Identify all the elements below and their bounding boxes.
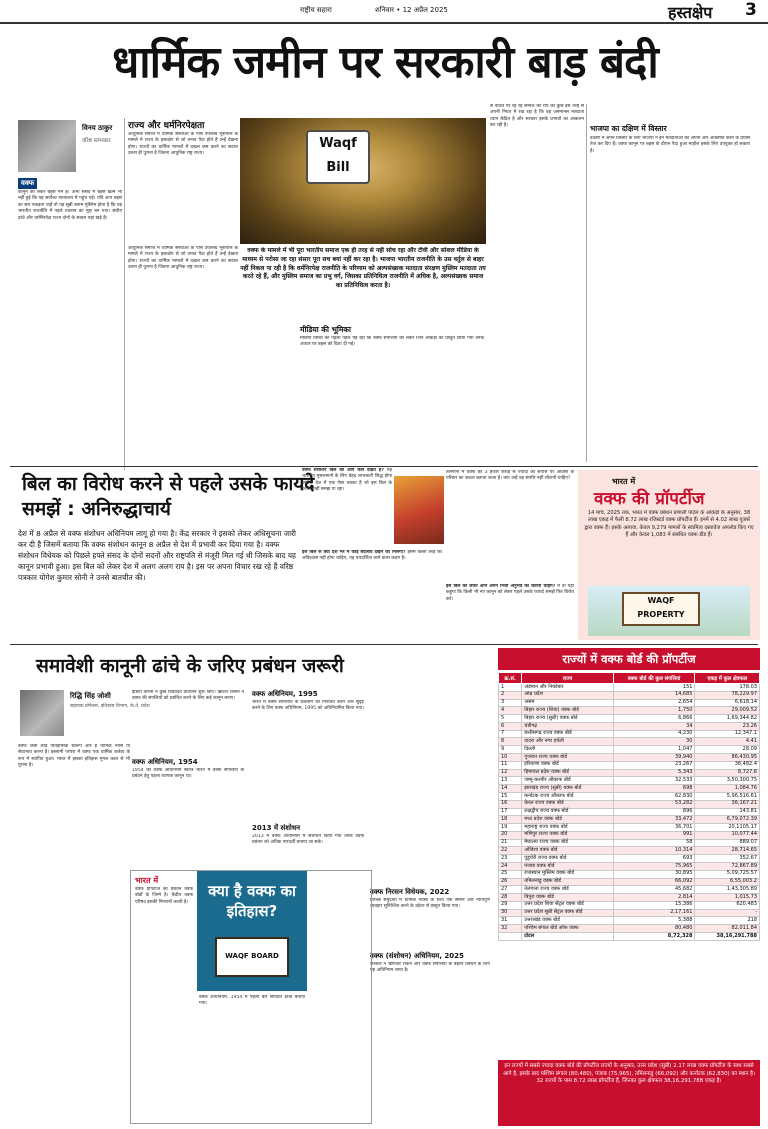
waqf-property-sign: WAQF PROPERTY <box>622 592 700 626</box>
amendment-2013-subhead: 2013 में संशोधन <box>252 824 301 832</box>
table-header-cell: राज्य <box>522 673 613 684</box>
table-cell: 15,386 <box>613 901 695 909</box>
table-cell: 27 <box>499 886 522 894</box>
act-1995-subhead: वक्फ अधिनियम, 1995 <box>252 690 318 698</box>
table-cell: टोटल <box>522 933 613 941</box>
table-cell: 991 <box>613 831 695 839</box>
table-cell: 53,282 <box>613 800 695 808</box>
table-cell: 1,047 <box>613 746 695 754</box>
table-cell: 28,714.65 <box>695 847 760 855</box>
table-cell: 39,940 <box>613 754 695 762</box>
table-cell: 6,55,003.2 <box>695 878 760 886</box>
author2-name: रिद्धि सिंह जोशी <box>70 692 111 700</box>
masthead <box>0 0 768 24</box>
infobox-text: 14 मार्च, 2025 तक, भारत में वक्फ प्रबंधन प्रणाली पोर्टल के आंकड़ों के अनुसार, 38 लाख एकड़ में फैली 8.72 लाख रजिस्टर्ड वक्फ प्रॉपर्टीज हैं। इनमें से 4.02 लाख यूजर्स द्वारा वक्फ हैं। इसके अलावा, केवल 9,279 मामलों के स्वामित्व दस्तावेज अपलोड किए गए हैं और केवल 1,083 में संबंधित वक्फ डीड हैं। <box>584 510 754 539</box>
table-cell: 12,347.1 <box>695 730 760 738</box>
table-cell: 1 <box>499 684 522 692</box>
table-cell: 23 <box>499 855 522 863</box>
table-row <box>499 761 760 769</box>
waqf-state-table <box>498 672 760 941</box>
author2-photo <box>20 690 64 736</box>
table-cell: 178.03 <box>695 684 760 692</box>
repeal-2022-text: विभिन्न समुदायों में धार्मिक न्यासों के साथ एक समान और न्यायपूर्ण व्यवहार सुनिश्चित करने के उद्देश्य से प्रस्तुत किया गया। <box>370 898 490 910</box>
table-cell: 75,965 <box>613 862 695 870</box>
table-cell: 66,092 <box>613 878 695 886</box>
table-cell: 10,314 <box>613 847 695 855</box>
table-row <box>499 738 760 746</box>
table-cell: 86,430.95 <box>695 754 760 762</box>
author-name: विनय ठाकुर <box>82 124 113 132</box>
table-cell: 11 <box>499 761 522 769</box>
page-number: 3 <box>745 0 757 20</box>
pullquote: वक्फ के मामले में भी पूरा भारतीय समाज एक ही तरह से नहीं सोच रहा और टीवी और सोशल मीडिया के माध्यम से परोसा जा रहा संसार पूरा सच बयां नहीं कर रहा है। भाजपा भारतीय राजनीति के उस वर्तुल से बाहर नहीं निकल पा रही है कि धर्मनिरपेक्ष राजनीति के परिणाम को अल्पसंख्यक मतदाता संरक्षण मुस्लिम मतदाता तय करते रहे हैं, और मुस्लिम समाज का प्रभु वर्ग, जिसका प्रतिनिधित्व राजनीति में अधिक है, अल्पसंख्यक समाज का प्रतिनिधित्व करता है। <box>240 247 486 290</box>
table-header-cell: क्र.सं. <box>499 673 522 684</box>
table-cell: 10 <box>499 754 522 762</box>
table-row <box>499 816 760 824</box>
table-row <box>499 847 760 855</box>
table-cell: 19 <box>499 824 522 832</box>
table-row <box>499 933 760 941</box>
what-is-text: वक्फ अधिनियम, 1954 में पहली बार संगठित ढांचा बनाया गया। <box>199 995 305 1007</box>
act-2025-text: सरकार ने भ्रष्टाचार रोकने और वक्फ संपत्तियों के बेहतर प्रबंधन के लिए यह अधिनियम लाया है। <box>370 962 490 974</box>
table-cell: मध्य प्रदेश वक्फ बोर्ड <box>522 816 613 824</box>
table-cell: हरियाणा वक्फ बोर्ड <box>522 761 613 769</box>
table-cell: 1,43,305.89 <box>695 886 760 894</box>
table-cell: 13 <box>499 777 522 785</box>
table-row <box>499 925 760 933</box>
table-cell: 62,830 <box>613 792 695 800</box>
property-illustration <box>588 586 750 636</box>
section-logo: हस्तक्षेप <box>668 3 713 22</box>
table-cell: 31 <box>499 917 522 925</box>
waqf-board-sign: WAQF BOARD <box>215 937 289 977</box>
table-row <box>499 909 760 917</box>
table-cell: 58 <box>613 839 695 847</box>
table-cell: 5,388 <box>613 917 695 925</box>
table-cell: आंध्र प्रदेश <box>522 691 613 699</box>
table-cell: 80,480 <box>613 925 695 933</box>
table-cell: 14,685 <box>613 691 695 699</box>
table-cell: 23.26 <box>695 722 760 730</box>
author-role: वरिष्ठ स्तंभकार <box>82 138 111 144</box>
table-cell: 10,077.44 <box>695 831 760 839</box>
table-row <box>499 800 760 808</box>
table-cell: 33,472 <box>613 816 695 824</box>
table-cell: 1,015.73 <box>695 894 760 902</box>
table-cell: ओडिशा वक्फ बोर्ड <box>522 847 613 855</box>
interview-a3: मैं तो यही कहूंगा कि किसी भी नए कानून को लेकर पहले उसके फायदे समझें फिर विरोध करें। <box>446 584 574 602</box>
table-cell: दादरा और नगर हवेली <box>522 738 613 746</box>
table-cell: 3 <box>499 699 522 707</box>
table-cell: 2 <box>499 691 522 699</box>
table-cell: 889.07 <box>695 839 760 847</box>
history-box-text: वक्फ प्रॉपर्टीज का प्रबंधन वक्फ बोर्डों के जिम्मे है। केंद्रीय वक्फ परिषद इसकी निगरानी करती है। <box>135 887 193 905</box>
article3-col1: वक्फ जैसी तरह ऐतिहासिक स्वरूप और है धार्मिक न्यास या सेवाभाव करना है। इस्लामी परंपरा में वक्फ एक धार्मिक कर्तव्य के रूप में स्थापित हुआ। भारत में इसका इतिहास मुगल काल से भी पुराना है। <box>18 744 130 769</box>
kicker: वक्फ <box>18 178 37 189</box>
act-2025-subhead: वक्फ (संशोधन) अधिनियम, 2025 <box>370 952 464 960</box>
interview-q3: इस बिल को लेकर आप अपने निजी अनुभव को बताना चाहेंगे? <box>446 584 556 589</box>
table-cell: 5,96,516.61 <box>695 792 760 800</box>
aniruddhacharya-photo <box>394 476 444 544</box>
waqf-property-infobox <box>578 470 760 640</box>
table-cell: 151 <box>613 684 695 692</box>
table-cell: गुजरात राज्य वक्फ बोर्ड <box>522 754 613 762</box>
article1-media-text: मीडिया विमर्श की पहली पहल यह रही कि वक्फ संपत्तियों को लेकर जिन आंकड़ों को प्रस्तुत किया गया उनके आधार पर बहस को दिशा दी गई। <box>300 336 484 348</box>
table-cell: बिहार राज्य (शिया) वक्फ बोर्ड <box>522 707 613 715</box>
table-cell: 30,895 <box>613 870 695 878</box>
article1-col4: दक्षिण में अपने विस्तार के लिए भाजपा ने इन मतदाताओं को अपनी ओर आकर्षित करने के प्रयास तेज कर दिए हैं। वक्फ कानून पर बहस के दौरान पैदा हुआ माहौल इसके लिए उपयुक्त हो सकता है। <box>590 136 750 154</box>
table-footnote: इन राज्यों में सबसे ज्यादा वक्फ बोर्ड की प्रॉपर्टीज राज्यों के अनुसार, उत्तर प्रदेश (सुन्नी) 2.17 लाख वक्फ प्रॉपर्टीज के साथ सबसे आगे है, इसके बाद पश्चिम बंगाल (80,480), पंजाब (75,965), तमिलनाडु (66,092) और कर्नाटक (62,830) का स्थान है। 32 राज्यों के पास 8.72 लाख प्रॉपर्टीज हैं, जिनका कुल क्षेत्रफल 38,16,291.788 एकड़ है। <box>498 1060 760 1126</box>
waqf-bill-sign: Waqf Bill <box>306 130 370 184</box>
table-cell: 693 <box>613 855 695 863</box>
table-cell: छत्तीसगढ़ राज्य वक्फ बोर्ड <box>522 730 613 738</box>
what-is-panel <box>197 871 307 991</box>
table-cell: कर्नाटक राज्य औकाफ बोर्ड <box>522 792 613 800</box>
paper-name: राष्ट्रीय सहारा <box>300 6 332 14</box>
article1-col2: आधुनिक समाज में धार्मिक संस्थाओं के पास उपलब्ध भूसंपत्ति के मामले में राज्य के हस्तक्षेप से जो तनाव पैदा होते हैं उन्हें देखना होगा। राज्यों का धार्मिक मामलों में दखल कम करने का सवाल उतना ही पुराना है जितना आधुनिक राष्ट्र राज्य। <box>128 132 238 157</box>
article1-col2-cont: आधुनिक समाज में धार्मिक संस्थाओं के पास उपलब्ध भूसंपत्ति के मामले में राज्य के हस्तक्षेप से जो तनाव पैदा होते हैं उन्हें देखना होगा। राज्यों का धार्मिक मामलों में दखल कम करने का सवाल उतना ही पुराना है जितना आधुनिक राष्ट्र राज्य। <box>128 246 238 271</box>
table-row <box>499 886 760 894</box>
south-expansion-title: भाजपा का दक्षिण में विस्तार <box>590 124 667 133</box>
table-cell: 24 <box>499 862 522 870</box>
table-cell: 3,50,300.75 <box>695 777 760 785</box>
table-cell: 15 <box>499 792 522 800</box>
history-box-pre: भारत में <box>135 876 159 885</box>
table-row <box>499 839 760 847</box>
table-cell: 2,17,161 <box>613 909 695 917</box>
table-cell: पुडुचेरी राज्य वक्फ बोर्ड <box>522 855 613 863</box>
table-cell: दिल्ली <box>522 746 613 754</box>
act-1954-text: 1954 का वक्फ अधिनियम स्वतंत्र भारत में वक्फ संपत्तियों के प्रबंधन हेतु पहला व्यापक कानून था। <box>132 768 244 780</box>
author2-role: सहायक प्रोफेसर, इतिहास विभाग, के.ते. प्रदेश <box>70 704 150 709</box>
table-cell: उत्तर प्रदेश सुन्नी सेंट्रल वक्फ बोर्ड <box>522 909 613 917</box>
table-cell: 5,343 <box>613 769 695 777</box>
table-cell: 5 <box>499 715 522 723</box>
table-row <box>499 855 760 863</box>
table-header-cell: वक्फ बोर्ड की कुल संपत्तियां <box>613 673 695 684</box>
table-cell: 14 <box>499 785 522 793</box>
infobox-title: वक्फ की प्रॉपर्टीज <box>594 489 705 509</box>
article2-intro: देश में 8 अप्रैल से वक्फ संशोधन अधिनियम लागू हो गया है। केंद्र सरकार ने इसको लेकर अधिसूचना जारी कर दी है जिसमें बताया कि वक्फ संशोधन कानून 8 अप्रैल से देश में प्रभावी कर दिया गया है। वक्फ संशोधन विधेयक को पिछले हफ्ते संसद के दोनों सदनों और राष्ट्रपति से मंजूरी मिल गई थी जिसके बाद यह कानून प्रभावी हुआ। इस बिल को लेकर देश में अलग अलग राय है। इस पर अपना विचार रख रहे हैं वरिष्ठ पत्रकार योगेश कुमार सोनी ने उनसे बातचीत की। <box>18 529 296 582</box>
repeal-2022-subhead: वक्फ निरसन विधेयक, 2022 <box>370 888 450 896</box>
article1-col3: से वंचित पर रह रहे समाज की राय को कुछ इस तरह से अपनी नियत में रख रहा है कि वह जनमानस मतदाता ध्यान केंद्रित है और सरकार इसके प्रभावों का आकलन कर रही है। <box>490 104 584 129</box>
table-cell: 36,167.21 <box>695 800 760 808</box>
table-cell: 12 <box>499 769 522 777</box>
table-cell: हिमाचल प्रदेश वक्फ बोर्ड <box>522 769 613 777</box>
table-cell: त्रिपुरा वक्फ बोर्ड <box>522 894 613 902</box>
table-cell: 82,011.84 <box>695 925 760 933</box>
interview-a1: यह भारतीय मुसलमानों के लिए बेहद लाभकारी सिद्ध होगा क्योंकि देश में एक ऐसा तबका है जो इस बिल के फायदे नहीं समझ पा रहा। <box>302 468 392 493</box>
author-photo <box>18 120 76 172</box>
table-row <box>499 808 760 816</box>
table-row <box>499 707 760 715</box>
table-cell: 698 <box>613 785 695 793</box>
table-row <box>499 831 760 839</box>
table-row <box>499 901 760 909</box>
issue-date: शनिवार • 12 अप्रैल 2025 <box>375 6 448 14</box>
table-cell: 38,16,291.788 <box>695 933 760 941</box>
table-cell: 29 <box>499 901 522 909</box>
interview-q2: इस बिल से क्या देश भर में कोई बदलाव देखने को मिलेगा? <box>302 550 406 555</box>
table-cell: 18 <box>499 816 522 824</box>
table-cell: 34 <box>613 722 695 730</box>
table-cell: 17 <box>499 808 522 816</box>
table-cell: 2,814 <box>613 894 695 902</box>
article2-headline: बिल का विरोध करने से पहले उसके फायदे समझें : अनिरुद्धाचार्य <box>22 473 315 520</box>
table-cell: तमिलनाडु वक्फ बोर्ड <box>522 878 613 886</box>
table-cell: 1,750 <box>613 707 695 715</box>
table-cell: 143.81 <box>695 808 760 816</box>
table-cell: 4 <box>499 707 522 715</box>
article3-col2: इंडिया कंपनी ने कुछ विवादित प्रावधान शुरू किए। ब्रिटिश शासन ने वक्फ की संपत्तियों को प्रबंधित करने के लिए कई कानून बनाए। <box>132 690 244 702</box>
table-cell: पश्चिम बंगाल बोर्ड ऑफ वक्फ <box>522 925 613 933</box>
main-headline: धार्मिक जमीन पर सरकारी बाड़ बंदी <box>112 37 658 88</box>
table-cell: लक्षद्वीप राज्य वक्फ बोर्ड <box>522 808 613 816</box>
table-cell: 23,267 <box>613 761 695 769</box>
table-cell: 218 <box>695 917 760 925</box>
table-cell: 8 <box>499 738 522 746</box>
table-cell: महाराष्ट्र राज्य वक्फ बोर्ड <box>522 824 613 832</box>
parliament-image <box>240 118 486 244</box>
table-cell: 4.41 <box>695 738 760 746</box>
table-row <box>499 746 760 754</box>
table-cell: 32,533 <box>613 777 695 785</box>
table-cell: राजस्थान मुस्लिम वक्फ बोर्ड <box>522 870 613 878</box>
table-cell: 1,084.76 <box>695 785 760 793</box>
article3-headline: समावेशी कानूनी ढांचे के जरिए प्रबंधन जरूरी <box>36 655 344 677</box>
table-cell: 30 <box>499 909 522 917</box>
table-cell: 5,09,725.57 <box>695 870 760 878</box>
table-cell: 6 <box>499 722 522 730</box>
interview-q1: वक्फ संशोधन बिल को आप कैसे देखते हैं? <box>302 468 384 473</box>
history-box <box>130 870 372 1124</box>
act-1995-text: भारत में वक्फ संपत्तियों के प्रशासन को नियंत्रित करने और सुदृढ़ करने के लिए वक्फ अधिनियम, 1995 को अधिनियमित किया गया। <box>252 700 364 712</box>
table-cell: 1,69,344.82 <box>695 715 760 723</box>
table-cell: 2,654 <box>613 699 695 707</box>
table-cell: जम्मू-कश्मीर औकाफ बोर्ड <box>522 777 613 785</box>
table-cell: उत्तराखंड वक्फ बोर्ड <box>522 917 613 925</box>
table-cell: मणिपुर राज्य वक्फ बोर्ड <box>522 831 613 839</box>
table-cell: 6,866 <box>613 715 695 723</box>
media-subhead: मीडिया की भूमिका <box>300 325 352 334</box>
table-cell: 8,72,328 <box>613 933 695 941</box>
act-1954-subhead: वक्फ अधिनियम, 1954 <box>132 758 198 766</box>
table-cell: 6,79,072.39 <box>695 816 760 824</box>
table-cell <box>499 933 522 941</box>
table-cell: 26 <box>499 878 522 886</box>
table-cell: 45,682 <box>613 886 695 894</box>
interview-q1-block <box>302 468 392 548</box>
amendment-2013-text: 2013 में वक्फ अधिनियम में संशोधन किया गया ताकि वक्फ प्रबंधन को अधिक पारदर्शी बनाया जा सके। <box>252 834 364 846</box>
table-cell: 78,229.97 <box>695 691 760 699</box>
table-cell: झारखंड राज्य (सुन्नी) वक्फ बोर्ड <box>522 785 613 793</box>
article1-col1: कानून को लेकर बहस गर्म है। अभी संसद में बहस खत्म भी नहीं हुई कि यह सर्वोच्च न्यायालय में पहुंच गई। यदि आप बहस का सार पकड़ना चाहें तो यह सुन्नी बनाम मुस्लिम होता है कि यह भारतीय राजनीति में पहले टकराव का मुद्दा बन गया। संघीय ढांचे और धर्मनिरपेक्ष राज्य दोनों के सवाल यहां खड़े हैं। <box>18 190 122 221</box>
table-cell: 352.67 <box>695 855 760 863</box>
table-cell: 8,727.6 <box>695 769 760 777</box>
table-cell: तेलंगाना राज्य वक्फ बोर्ड <box>522 886 613 894</box>
table-cell: 72,867.89 <box>695 862 760 870</box>
table-cell: 6,618.14 <box>695 699 760 707</box>
table-row <box>499 878 760 886</box>
table-cell: 30 <box>613 738 695 746</box>
table-row <box>499 917 760 925</box>
table-cell: 28 <box>499 894 522 902</box>
table-cell: 25 <box>499 870 522 878</box>
interview-q3-block <box>446 584 574 638</box>
table-cell: 29,009.52 <box>695 707 760 715</box>
interview-a2: इसमें किसी तरह का अविश्वास नहीं होना चाहिए, यह पारदर्शिता लाने वाला कदम है। <box>302 550 442 562</box>
table-cell: 620.483 <box>695 901 760 909</box>
table-cell: पंजाब वक्फ बोर्ड <box>522 862 613 870</box>
table-cell: 36,701 <box>613 824 695 832</box>
table-row <box>499 699 760 707</box>
infobox-pre: भारत में <box>612 477 636 486</box>
table-row <box>499 691 760 699</box>
table-cell: चंडीगढ़ <box>522 722 613 730</box>
table-cell: - <box>695 909 760 917</box>
table-cell: 21 <box>499 839 522 847</box>
interview-q2-block <box>302 550 442 638</box>
table-cell: 896 <box>613 808 695 816</box>
table-row <box>499 785 760 793</box>
table-cell: अंडमान और निकोबार <box>522 684 613 692</box>
table-cell: उत्तर प्रदेश शिया सेंट्रल वक्फ बोर्ड <box>522 901 613 909</box>
table-row <box>499 870 760 878</box>
table-row <box>499 730 760 738</box>
article1-col2-title: राज्य और धर्मनिरपेक्षता <box>128 121 205 131</box>
table-cell: 9 <box>499 746 522 754</box>
article2-col3: तेलंगाना में वक्फ की 3 हजार करोड़ से ज्यादा की संपत्ति पर ओवैसी के परिवार का कब्जा बताया जाता है। क्या उन्हें वह संपत्ति नहीं लौटानी चाहिए? <box>446 470 574 482</box>
table-row <box>499 769 760 777</box>
table-cell: 20 <box>499 831 522 839</box>
table-header-cell: एकड़ में कुल क्षेत्रफल <box>695 673 760 684</box>
table-cell: 32 <box>499 925 522 933</box>
table-cell: 22 <box>499 847 522 855</box>
table-cell: 16 <box>499 800 522 808</box>
table-cell: केरल राज्य वक्फ बोर्ड <box>522 800 613 808</box>
table-cell: 28.09 <box>695 746 760 754</box>
table-cell: असम <box>522 699 613 707</box>
table-cell: मेघालय राज्य वक्फ बोर्ड <box>522 839 613 847</box>
table-cell: 4,230 <box>613 730 695 738</box>
table-row <box>499 777 760 785</box>
table-title: राज्यों में वक्फ बोर्ड की प्रॉपर्टीज <box>498 648 760 670</box>
table-cell: 36,482.4 <box>695 761 760 769</box>
table-cell: बिहार राज्य (सुन्नी) वक्फ बोर्ड <box>522 715 613 723</box>
table-cell: 7 <box>499 730 522 738</box>
what-is-title: क्या है वक्फ का इतिहास? <box>208 882 296 920</box>
table-row <box>499 715 760 723</box>
table-cell: 20,1105.17 <box>695 824 760 832</box>
